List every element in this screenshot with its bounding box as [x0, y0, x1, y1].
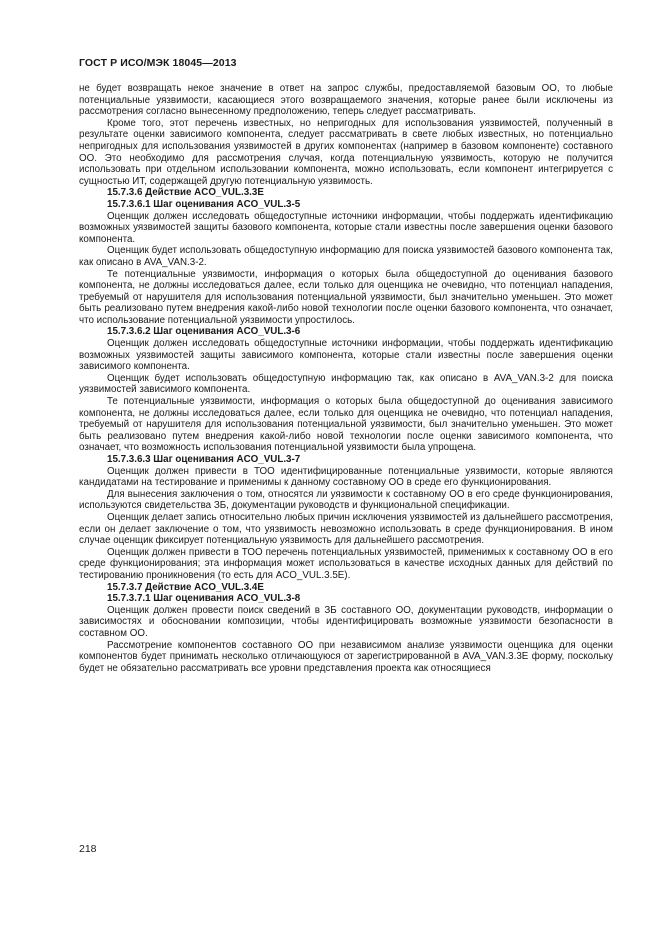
- paragraph: Рассмотрение компонентов составного ОО при независимом анализе уязвимости оценщика для оценки компонентов будет принимать несколько отличающуюся от зарегистрированной в AVA_VAN.3.3E форму, поскольку будет не обязательно рассматривать все уровни представления проекта как относящиеся: [79, 639, 613, 674]
- paragraph: не будет возвращать некое значение в ответ на запрос службы, предоставляемой базовым ОО, то любые потенциальные уязвимости, касающиеся этого возвращаемого значения, которые ранее были исключены из рассмотрения согласно вынесенному предположению, теперь следует рассматривать.: [79, 83, 613, 118]
- paragraph: Оценщик делает запись относительно любых причин исключения уязвимостей из дальнейшего рассмотрения, если он делает заключение о том, что уязвимость невозможно использовать в среде функционирования. В ином случае оценщик фиксирует потенциальную уязвимость для дальнейшего рассмотрения.: [79, 511, 613, 547]
- paragraph: Оценщик будет использовать общедоступную информацию так, как описано в AVA_VAN.3-2 для поиска уязвимостей зависимого компонента.: [79, 372, 613, 396]
- paragraph: Те потенциальные уязвимости, информация о которых была общедоступной до оценивания базового компонента, не должны исследоваться далее, если только для оценщика не очевидно, что потенциал нападения, требуемый от нарушителя для использования потенциальной уязвимости, был значительно уменьшен. Это может быть реализовано путем внедрения какой-либо новой технологии после оценки базового компонента, что означает, что использование потенциальной уязвимости упростилось.: [79, 268, 613, 326]
- document-body: [79, 83, 613, 674]
- paragraph: Те потенциальные уязвимости, информация о которых была общедоступной до оценивания зависимого компонента, не должны исследоваться далее, если только для оценщика не очевидно, что потенциал нападения, требуемый от нарушителя для использования потенциальной уязвимости, был значительно уменьшен. Это может быть реализовано путем внедрения какой-либо новой технологии после оценки зависимого компонента, что означает, что возможность использования потенциальной уязвимости была упрощена.: [79, 396, 613, 454]
- document-header: ГОСТ Р ИСО/МЭК 18045—2013: [79, 57, 237, 69]
- section-heading: 15.7.3.6.2 Шаг оценивания ACO_VUL.3-6: [107, 326, 301, 338]
- paragraph: Для вынесения заключения о том, относятся ли уязвимости к составному ОО в его среде функционирования, используются свидетельства ЗБ, документации руководств и функциональной спецификации.: [79, 488, 613, 512]
- section-heading: 15.7.3.7 Действие ACO_VUL.3.4E: [107, 581, 264, 593]
- page-number: 218: [79, 843, 97, 855]
- section-heading: 15.7.3.7.1 Шаг оценивания ACO_VUL.3-8: [107, 593, 301, 605]
- paragraph: Оценщик должен привести в ТОО перечень потенциальных уязвимостей, применимых к составному ОО в его среде функционирования; эта информация может использоваться в качестве исходных данных для действий по тестированию проникновения (то есть для ACO_VUL.3.5E).: [79, 546, 613, 581]
- section-heading: 15.7.3.6.3 Шаг оценивания ACO_VUL.3-7: [107, 454, 301, 465]
- paragraph: Оценщик должен привести в ТОО идентифицированные потенциальные уязвимости, которые являются кандидатами на тестирование и применимы к данному составному ОО в среде его функционирования.: [79, 465, 613, 489]
- paragraph: Оценщик будет использовать общедоступную информацию для поиска уязвимостей базового компонента так, как описано в AVA_VAN.3-2.: [79, 245, 613, 268]
- paragraph: Оценщик должен провести поиск сведений в ЗБ составного ОО, документации руководств, информации о зависимостях и обосновании композиции, чтобы идентифицировать возможные уязвимости безопасности в составном ОО.: [79, 604, 613, 639]
- paragraph: Оценщик должен исследовать общедоступные источники информации, чтобы поддержать идентификацию возможных уязвимостей защиты базового компонента, которые стали известны после завершения оценки базового компонента.: [79, 210, 613, 245]
- paragraph: Оценщик должен исследовать общедоступные источники информации, чтобы поддержать идентификацию возможных уязвимостей защиты зависимого компонента, которые стали известны после завершения оценки зависимого компонента.: [79, 338, 613, 373]
- section-heading: 15.7.3.6.1 Шаг оценивания ACO_VUL.3-5: [107, 198, 301, 210]
- section-heading: 15.7.3.6 Действие ACO_VUL.3.3E: [107, 187, 264, 199]
- paragraph: Кроме того, этот перечень известных, но непригодных для использования уязвимостей, полученный в результате оценки зависимого компонента, следует рассматривать в свете любых известных, но потенциально непригодных для использования уязвимостей в других компонентах (например в базовом компоненте) составного ОО. Это необходимо для рассмотрения случая, когда потенциальную уязвимость, которую не получится использовать при отдельном использовании компонента, можно использовать, если компонент интегрируется с сущностью ИТ, содержащей другую потенциальную уязвимость.: [79, 117, 613, 187]
